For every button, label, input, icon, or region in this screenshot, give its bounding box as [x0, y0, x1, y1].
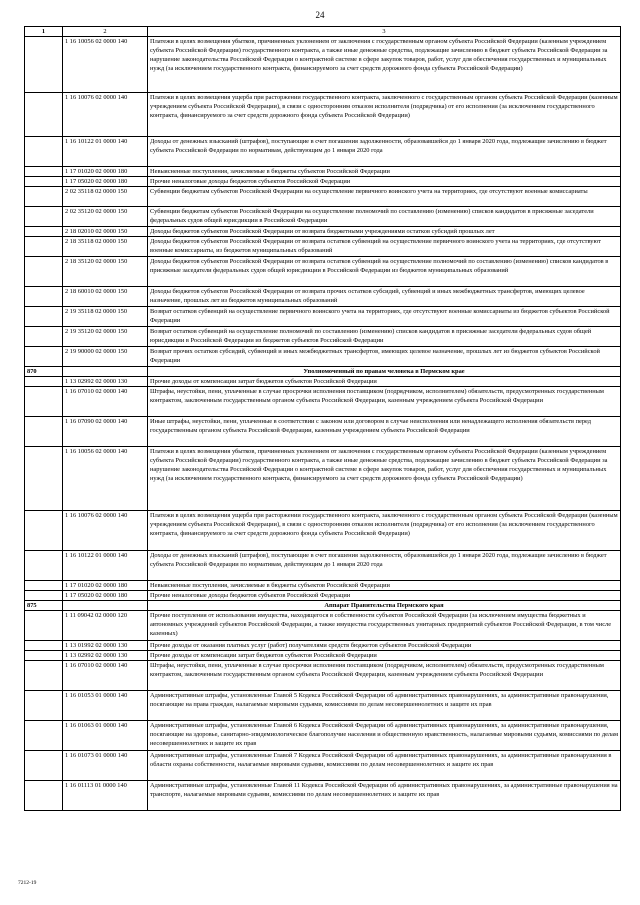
- section-row: [25, 367, 621, 377]
- description-cell: Субвенции бюджетам субъектов Российской Федерации на осуществление первичного воинского учета на территориях, где отсутствуют военные комиссариаты: [148, 187, 621, 207]
- admin-code-cell: [25, 751, 63, 781]
- revenue-code-cell: 1 11 09042 02 0000 120: [63, 611, 148, 641]
- revenue-code-cell: 1 16 10076 02 0000 140: [63, 93, 148, 137]
- revenue-code-cell: 1 16 01053 01 0000 140: [63, 691, 148, 721]
- description-cell: Аппарат Правительства Пермского края: [148, 601, 621, 611]
- table-row: [25, 387, 621, 417]
- revenue-code-cell: 2 19 90000 02 0000 150: [63, 347, 148, 367]
- description-cell: Прочие поступления от использования имущества, находящегося в собственности субъектов Российской Федерации (за исключением имущества бюджетных и автономных учреждений субъектов Российской Федерации, а также имущества государственных унитарных предприятий субъектов Российской Федерации, в том числе казенных): [148, 611, 621, 641]
- revenue-code-cell: [63, 367, 148, 377]
- table-row: [25, 417, 621, 447]
- admin-code-cell: [25, 177, 63, 187]
- admin-code-cell: [25, 307, 63, 327]
- table-row: [25, 287, 621, 307]
- table-row: [25, 581, 621, 591]
- budget-codes-table: [24, 26, 621, 811]
- table-row: [25, 721, 621, 751]
- description-cell: Платежи в целях возмещения убытков, причиненных уклонением от заключения с государственным органом субъекта Российской Федерации (казенным учреждением субъекта Российской Федерации) государственного контракта, а также иные денежные средства, подлежащие зачислению в бюджет субъекта Российской Федерации за нарушение законодательства Российской Федерации о контрактной системе в сфере закупок товаров, работ, услуг для обеспечения государственных и муниципальных нужд (за исключением государственного контракта, финансируемого за счет средств дорожного фонда субъекта Российской Федерации): [148, 447, 621, 511]
- revenue-code-cell: 1 16 07090 02 0000 140: [63, 417, 148, 447]
- admin-code-cell: [25, 387, 63, 417]
- description-cell: Прочие доходы от оказания платных услуг (работ) получателями средств бюджетов субъектов Российской Федерации: [148, 641, 621, 651]
- admin-code-cell: [25, 167, 63, 177]
- admin-code-cell: [25, 661, 63, 691]
- description-cell: Платежи в целях возмещения убытков, причиненных уклонением от заключения с государственным органом субъекта Российской Федерации (казенным учреждением субъекта Российской Федерации) государственного контракта, а также иные денежные средства, подлежащие зачислению в бюджет субъекта Российской Федерации за нарушение законодательства Российской Федерации о контрактной системе в сфере закупок товаров, работ, услуг для обеспечения государственных и муниципальных нужд (за исключением государственного контракта, финансируемого за счет средств дорожного фонда субъекта Российской Федерации): [148, 37, 621, 93]
- revenue-code-cell: 1 16 10076 02 0000 140: [63, 511, 148, 551]
- admin-code-cell: [25, 611, 63, 641]
- description-cell: Административные штрафы, установленные Главой 6 Кодекса Российской Федерации об административных правонарушениях, за административные правонарушения, посягающие на здоровье, санитарно-эпидемиологическое благополучие населения и общественную нравственность, налагаемые мировыми судьями, комиссиями по делам несовершеннолетних и защите их прав: [148, 721, 621, 751]
- description-cell: Доходы бюджетов субъектов Российской Федерации от возврата остатков субвенций на осуществление первичного воинского учета на территориях, где отсутствуют военные комиссариаты, из бюджетов муниципальных образований: [148, 237, 621, 257]
- revenue-code-cell: 1 17 05020 02 0000 180: [63, 177, 148, 187]
- description-cell: Платежи в целях возмещения ущерба при расторжении государственного контракта, заключенного с государственным органом субъекта Российской Федерации (казенным учреждением субъекта Российской Федерации), в связи с односторонним отказом исполнителя (подрядчика) от его исполнения (за исключением государственного контракта, финансируемого за счет средств дорожного фонда субъекта Российской Федерации): [148, 93, 621, 137]
- table-row: [25, 751, 621, 781]
- header-col-2: 2: [63, 27, 148, 37]
- description-cell: Невыясненные поступления, зачисляемые в бюджеты субъектов Российской Федерации: [148, 167, 621, 177]
- admin-code-cell: [25, 511, 63, 551]
- revenue-code-cell: 2 18 35120 02 0000 150: [63, 257, 148, 287]
- table-row: [25, 611, 621, 641]
- admin-code-cell: [25, 93, 63, 137]
- description-cell: Возврат прочих остатков субсидий, субвенций и иных межбюджетных трансфертов, имеющих целевое назначение, прошлых лет из бюджетов субъектов Российской Федерации: [148, 347, 621, 367]
- table-row: [25, 177, 621, 187]
- admin-code-cell: 875: [25, 601, 63, 611]
- header-col-3: 3: [148, 27, 621, 37]
- admin-code-cell: [25, 781, 63, 811]
- description-cell: Прочие доходы от компенсации затрат бюджетов субъектов Российской Федерации: [148, 377, 621, 387]
- table-row: [25, 187, 621, 207]
- table-row: [25, 37, 621, 93]
- description-cell: Уполномоченный по правам человека в Пермском крае: [148, 367, 621, 377]
- admin-code-cell: [25, 377, 63, 387]
- table-row: [25, 691, 621, 721]
- revenue-code-cell: 1 16 10056 02 0000 140: [63, 447, 148, 511]
- revenue-code-cell: 1 13 01992 02 0000 130: [63, 641, 148, 651]
- document-code: 7212-19: [18, 880, 37, 886]
- description-cell: Платежи в целях возмещения ущерба при расторжении государственного контракта, заключенного с государственным органом субъекта Российской Федерации (казенным учреждением субъекта Российской Федерации), в связи с односторонним отказом исполнителя (подрядчика) от его исполнения (за исключением государственного контракта, финансируемого за счет средств дорожного фонда субъекта Российской Федерации): [148, 511, 621, 551]
- revenue-code-cell: 1 16 10122 01 0000 140: [63, 551, 148, 581]
- table-row: [25, 207, 621, 227]
- revenue-code-cell: 1 16 10056 02 0000 140: [63, 37, 148, 93]
- admin-code-cell: 870: [25, 367, 63, 377]
- description-cell: Иные штрафы, неустойки, пени, уплаченные в соответствии с законом или договором в случае неисполнения или ненадлежащего исполнения обязательств перед государственным органом субъекта Российской Федерации, казенным учреждением субъекта Российской Федерации: [148, 417, 621, 447]
- admin-code-cell: [25, 327, 63, 347]
- revenue-code-cell: 1 17 01020 02 0000 180: [63, 167, 148, 177]
- admin-code-cell: [25, 37, 63, 93]
- description-cell: Доходы бюджетов субъектов Российской Федерации от возврата бюджетными учреждениями остатков субсидий прошлых лет: [148, 227, 621, 237]
- admin-code-cell: [25, 207, 63, 227]
- revenue-code-cell: 1 16 10122 01 0000 140: [63, 137, 148, 167]
- table-row: [25, 347, 621, 367]
- description-cell: Доходы от денежных взысканий (штрафов), поступающие в счет погашения задолженности, образовавшейся до 1 января 2020 года, подлежащие зачислению в бюджет субъекта Российской Федерации по нормативам, действующим до 1 января 2020 года: [148, 137, 621, 167]
- admin-code-cell: [25, 721, 63, 751]
- table-row: [25, 641, 621, 651]
- admin-code-cell: [25, 187, 63, 207]
- description-cell: Доходы от денежных взысканий (штрафов), поступающие в счет погашения задолженности, образовавшейся до 1 января 2020 года, подлежащие зачислению в бюджет субъекта Российской Федерации по нормативам, действующим до 1 января 2020 года: [148, 551, 621, 581]
- table-row: [25, 93, 621, 137]
- revenue-code-cell: 1 16 07010 02 0000 140: [63, 661, 148, 691]
- header-col-1: 1: [25, 27, 63, 37]
- description-cell: Доходы бюджетов субъектов Российской Федерации от возврата остатков субвенций на осуществление полномочий по составлению (изменению) списков кандидатов в присяжные заседатели федеральных судов общей юрисдикции в Российской Федерации из бюджетов муниципальных образований: [148, 257, 621, 287]
- admin-code-cell: [25, 237, 63, 257]
- admin-code-cell: [25, 641, 63, 651]
- table-row: [25, 137, 621, 167]
- table-row: [25, 377, 621, 387]
- admin-code-cell: [25, 417, 63, 447]
- revenue-code-cell: 1 16 07010 02 0000 140: [63, 387, 148, 417]
- revenue-code-cell: 1 17 05020 02 0000 180: [63, 591, 148, 601]
- admin-code-cell: [25, 347, 63, 367]
- admin-code-cell: [25, 257, 63, 287]
- revenue-code-cell: 2 18 60010 02 0000 150: [63, 287, 148, 307]
- description-cell: Прочие доходы от компенсации затрат бюджетов субъектов Российской Федерации: [148, 651, 621, 661]
- table-row: [25, 257, 621, 287]
- table-row: [25, 591, 621, 601]
- admin-code-cell: [25, 551, 63, 581]
- description-cell: Административные штрафы, установленные Главой 7 Кодекса Российской Федерации об административных правонарушениях, за административные правонарушения в области охраны собственности, налагаемые мировыми судьями, комиссиями по делам несовершеннолетних и защите их прав: [148, 751, 621, 781]
- revenue-code-cell: 1 16 01063 01 0000 140: [63, 721, 148, 751]
- revenue-code-cell: 2 18 35118 02 0000 150: [63, 237, 148, 257]
- table-row: [25, 447, 621, 511]
- revenue-code-cell: [63, 601, 148, 611]
- admin-code-cell: [25, 591, 63, 601]
- table-row: [25, 327, 621, 347]
- description-cell: Штрафы, неустойки, пени, уплаченные в случае просрочки исполнения поставщиком (подрядчиком, исполнителем) обязательств, предусмотренных государственным контрактом, заключенным государственным органом субъекта Российской Федерации, казенным учреждением субъекта Российской Федерации: [148, 661, 621, 691]
- description-cell: Невыясненные поступления, зачисляемые в бюджеты субъектов Российской Федерации: [148, 581, 621, 591]
- table-row: [25, 551, 621, 581]
- description-cell: Административные штрафы, установленные Главой 5 Кодекса Российской Федерации об административных правонарушениях, за административные правонарушения, посягающие на права граждан, налагаемые мировыми судьями, комиссиями по делам несовершеннолетних и защите их прав: [148, 691, 621, 721]
- table-row: [25, 237, 621, 257]
- revenue-code-cell: 2 18 02010 02 0000 150: [63, 227, 148, 237]
- description-cell: Доходы бюджетов субъектов Российской Федерации от возврата прочих остатков субсидий, субвенций и иных межбюджетных трансфертов, имеющих целевое назначение, прошлых лет из бюджетов муниципальных образований: [148, 287, 621, 307]
- section-row: [25, 601, 621, 611]
- table-row: [25, 227, 621, 237]
- revenue-code-cell: 2 02 35120 02 0000 150: [63, 207, 148, 227]
- table-row: [25, 307, 621, 327]
- admin-code-cell: [25, 581, 63, 591]
- revenue-code-cell: 1 13 02992 02 0000 130: [63, 651, 148, 661]
- description-cell: Административные штрафы, установленные Главой 11 Кодекса Российской Федерации об административных правонарушениях, за административные правонарушения на транспорте, налагаемые мировыми судьями, комиссиями по делам несовершеннолетних и защите их прав: [148, 781, 621, 811]
- table-row: [25, 167, 621, 177]
- description-cell: Прочие неналоговые доходы бюджетов субъектов Российской Федерации: [148, 177, 621, 187]
- revenue-code-cell: 2 02 35118 02 0000 150: [63, 187, 148, 207]
- page-number: 24: [315, 10, 325, 20]
- description-cell: Прочие неналоговые доходы бюджетов субъектов Российской Федерации: [148, 591, 621, 601]
- table-header-row: [25, 27, 621, 37]
- table-row: [25, 511, 621, 551]
- revenue-code-cell: 1 17 01020 02 0000 180: [63, 581, 148, 591]
- table-row: [25, 781, 621, 811]
- revenue-code-cell: 1 16 01113 01 0000 140: [63, 781, 148, 811]
- table-row: [25, 651, 621, 661]
- revenue-code-cell: 2 19 35120 02 0000 150: [63, 327, 148, 347]
- description-cell: Субвенции бюджетам субъектов Российской Федерации на осуществление полномочий по составлению (изменению) списков кандидатов в присяжные заседатели федеральных судов общей юрисдикции в Российской Федерации: [148, 207, 621, 227]
- admin-code-cell: [25, 227, 63, 237]
- admin-code-cell: [25, 447, 63, 511]
- revenue-code-cell: 1 16 01073 01 0000 140: [63, 751, 148, 781]
- revenue-code-cell: 2 19 35118 02 0000 150: [63, 307, 148, 327]
- description-cell: Штрафы, неустойки, пени, уплаченные в случае просрочки исполнения поставщиком (подрядчиком, исполнителем) обязательств, предусмотренных государственным контрактом, заключенным государственным органом субъекта Российской Федерации, казенным учреждением субъекта Российской Федерации: [148, 387, 621, 417]
- admin-code-cell: [25, 287, 63, 307]
- table-row: [25, 661, 621, 691]
- admin-code-cell: [25, 651, 63, 661]
- admin-code-cell: [25, 691, 63, 721]
- revenue-code-cell: 1 13 02992 02 0000 130: [63, 377, 148, 387]
- description-cell: Возврат остатков субвенций на осуществление полномочий по составлению (изменению) списков кандидатов в присяжные заседатели федеральных судов общей юрисдикции в Российской Федерации из бюджетов субъектов Российской Федерации: [148, 327, 621, 347]
- admin-code-cell: [25, 137, 63, 167]
- description-cell: Возврат остатков субвенций на осуществление первичного воинского учета на территориях, где отсутствуют военные комиссариаты из бюджетов субъектов Российской Федерации: [148, 307, 621, 327]
